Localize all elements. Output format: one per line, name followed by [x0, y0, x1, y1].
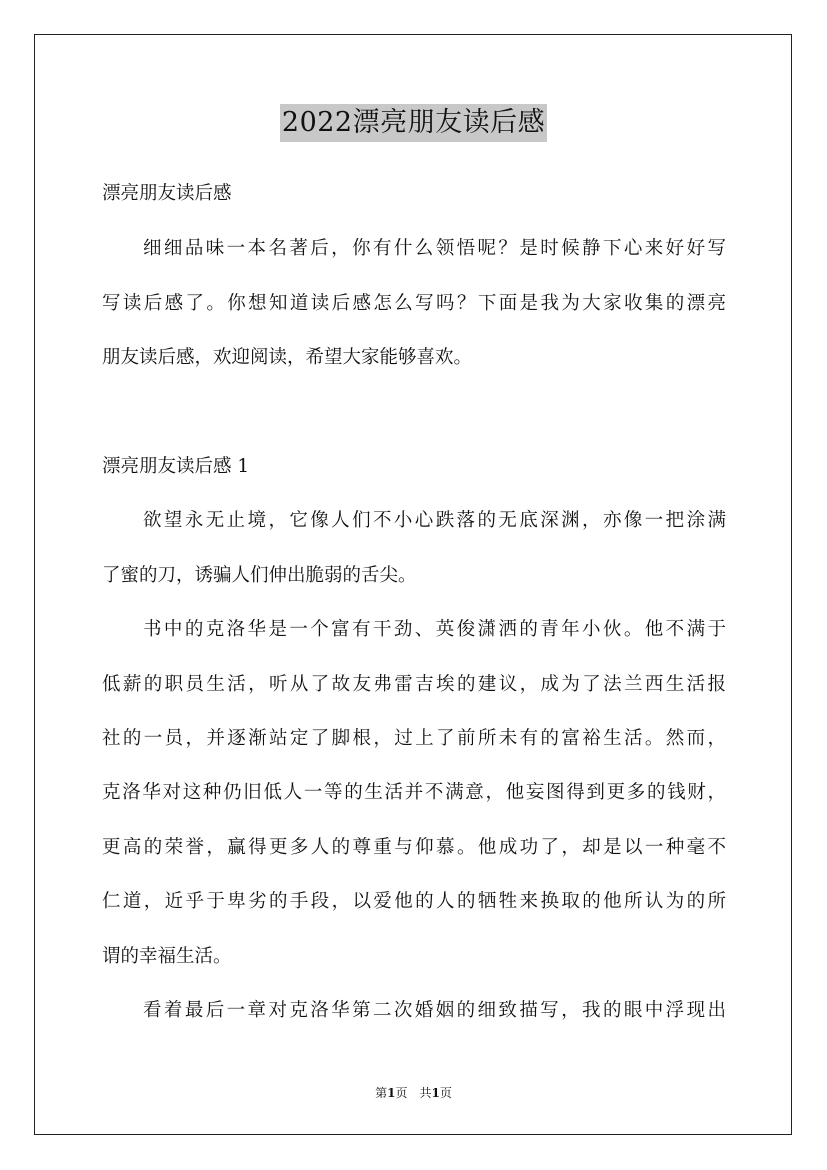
document-title: 2022漂亮朋友读后感 — [280, 104, 547, 142]
paragraph-line: 更高的荣誉，赢得更多人的尊重与仰慕。他成功了，却是以一种毫不 — [102, 837, 726, 858]
paragraph-line: 欲望永无止境，它像人们不小心跌落的无底深渊，亦像一把涂满 — [143, 510, 726, 531]
section-heading: 漂亮朋友读后感 1 — [102, 456, 250, 477]
footer-page-mid: 页 共 — [395, 1086, 432, 1100]
intro-line: 细细品味一本名著后，你有什么领悟呢？是时候静下心来好好写 — [143, 238, 726, 259]
footer-page-current: 1 — [387, 1086, 396, 1100]
paragraph-line: 看着最后一章对克洛华第二次婚姻的细致描写，我的眼中浮现出 — [143, 1000, 726, 1021]
paragraph-line: 了蜜的刀，诱骗人们伸出脆弱的舌尖。 — [102, 565, 417, 586]
paragraph-line: 克洛华对这种仍旧低人一等的生活并不满意，他妄图得到更多的钱财， — [102, 782, 726, 803]
footer-page-suffix: 页 — [439, 1086, 452, 1100]
paragraph-line: 书中的克洛华是一个富有干劲、英俊潇洒的青年小伙。他不满于 — [143, 619, 726, 640]
intro-heading: 漂亮朋友读后感 — [102, 183, 232, 204]
title-container — [0, 104, 827, 142]
footer-page-total: 1 — [431, 1086, 440, 1100]
paragraph-line: 低薪的职员生活，听从了故友弗雷吉埃的建议，成为了法兰西生活报 — [102, 674, 726, 695]
page-footer — [0, 1085, 827, 1101]
paragraph-line: 社的一员，并逐渐站定了脚根，过上了前所未有的富裕生活。然而， — [102, 728, 726, 749]
paragraph-line: 谓的幸福生活。 — [102, 946, 232, 967]
footer-page-prefix: 第 — [375, 1086, 388, 1100]
paragraph-line: 仁道，近乎于卑劣的手段，以爱他的人的牺牲来换取的他所认为的所 — [102, 891, 726, 912]
intro-line: 朋友读后感，欢迎阅读，希望大家能够喜欢。 — [102, 347, 473, 368]
intro-line: 写读后感了。你想知道读后感怎么写吗？下面是我为大家收集的漂亮 — [102, 293, 726, 314]
